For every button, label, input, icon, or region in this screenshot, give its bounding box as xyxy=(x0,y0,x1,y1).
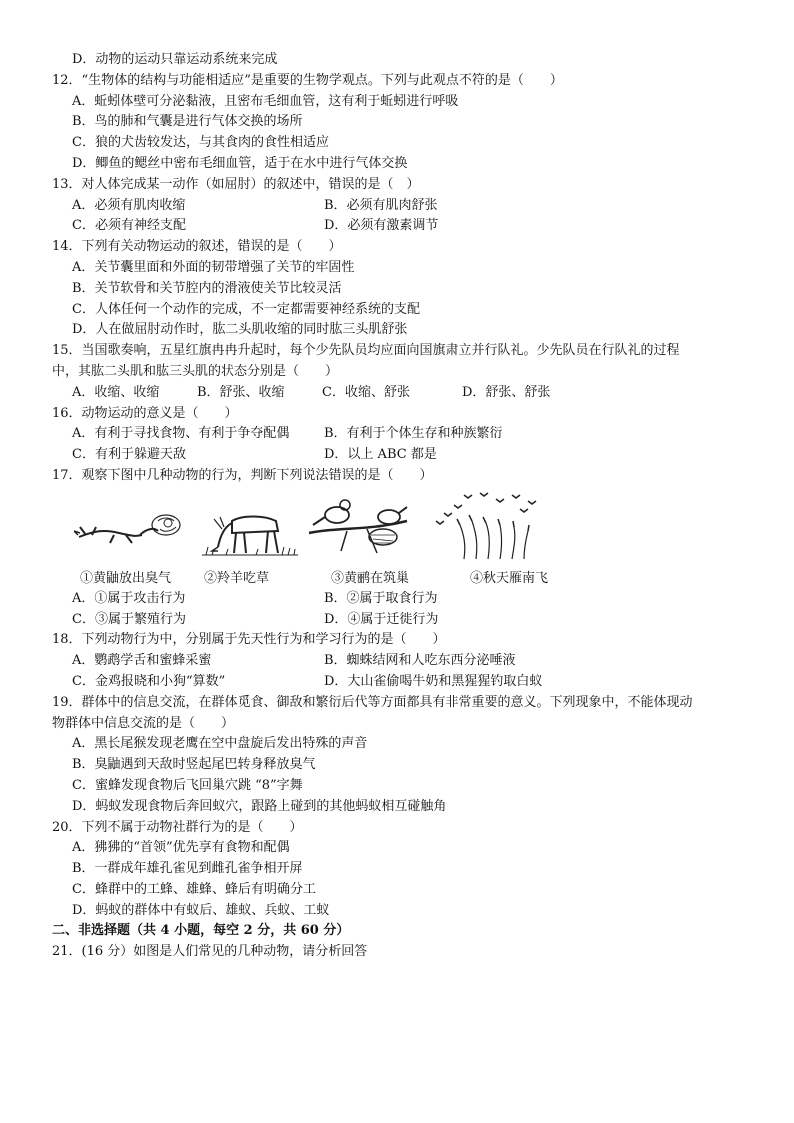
q17-option-a: A．①属于攻击行为 xyxy=(72,590,186,606)
weasel-spraying-illustration xyxy=(74,491,184,561)
q13-options-row2 xyxy=(52,216,752,237)
q16-stem: 16．动物运动的意义是（ ） xyxy=(52,405,238,421)
q14-option-b: B．关节软骨和关节腔内的滑液使关节比较灵活 xyxy=(72,280,342,296)
q15-option-c: C．收缩、舒张 xyxy=(322,384,410,400)
q15-stem-line2: 中，其肱二头肌和肱三头肌的状态分别是（ ） xyxy=(52,363,339,379)
q14-stem: 14．下列有关动物运动的叙述，错误的是（ ） xyxy=(52,239,342,255)
q13-option-a: A．必须有肌肉收缩 xyxy=(72,197,186,213)
q19-option-a: A．黑长尾猴发现老鹰在空中盘旋后发出特殊的声音 xyxy=(72,736,368,752)
q15-stem-line1: 15．当国歌奏响，五星红旗冉冉升起时，每个少先队员均应面向国旗肃立并行队礼。少先队员在行队礼的过程 xyxy=(52,343,680,359)
q16-option-c: C．有利于躲避天敌 xyxy=(72,447,186,463)
q12-option-b: B．鸟的肺和气囊是进行气体交换的场所 xyxy=(72,114,303,130)
q20-option-a: A．狒狒的“首领”优先享有食物和配偶 xyxy=(72,840,290,856)
q15-option-d: D．舒张、舒张 xyxy=(462,384,551,400)
q15-option-b: B．舒张、收缩 xyxy=(197,384,285,400)
q18-stem: 18．下列动物行为中，分别属于先天性行为和学习行为的是（ ） xyxy=(52,632,446,648)
q17-stem: 17．观察下图中几种动物的行为，判断下列说法错误的是（ ） xyxy=(52,467,433,483)
q16-options-row2 xyxy=(52,445,752,466)
q16-option-b: B．有利于个体生存和种族繁衍 xyxy=(324,426,503,442)
fig3-caption: ③黄鹂在筑巢 xyxy=(331,570,410,586)
fig1-caption: ①黄鼬放出臭气 xyxy=(80,570,172,586)
q12-option-c: C．狼的犬齿较发达，与其食肉的食性相适应 xyxy=(72,135,329,151)
q20-option-c: C．蜂群中的工蜂、雄蜂、蜂后有明确分工 xyxy=(72,881,316,897)
q18-option-c: C．金鸡报晓和小狗“算数” xyxy=(72,673,226,689)
q19-stem-line2: 物群体中信息交流的是（ ） xyxy=(52,715,235,731)
q12-stem: 12．“生物体的结构与功能相适应”是重要的生物学观点。下列与此观点不符的是（ ） xyxy=(52,72,563,88)
q16-option-d: D．以上 ABC 都是 xyxy=(324,447,437,463)
q14-option-c: C．人体任何一个动作的完成，不一定都需要神经系统的支配 xyxy=(72,301,420,317)
q18-option-d: D．大山雀偷喝牛奶和黑猩猩钓取白蚁 xyxy=(324,673,543,689)
q13-option-d: D．必须有激素调节 xyxy=(324,218,439,234)
q15-options xyxy=(52,383,752,404)
q18-options-row1 xyxy=(52,651,752,672)
q19-option-d: D．蚂蚁发现食物后奔回蚁穴，跟路上碰到的其他蚂蚁相互碰触角 xyxy=(72,798,447,814)
q14-option-a: A．关节囊里面和外面的韧带增强了关节的牢固性 xyxy=(72,259,355,275)
q20-option-d: D．蚂蚁的群体中有蚁后、雄蚁、兵蚁、工蚁 xyxy=(72,902,330,918)
antelope-grazing-illustration xyxy=(202,491,298,561)
orioles-nest-illustration xyxy=(307,491,411,561)
geese-flying-south-illustration xyxy=(424,491,544,561)
q13-stem: 13．对人体完成某一动作（如屈肘）的叙述中，错误的是（ ） xyxy=(52,176,420,192)
q21-stem: 21．(16 分）如图是人们常见的几种动物，请分析回答 xyxy=(52,944,368,960)
section-heading: 二、非选择题（共 4 小题，每空 2 分，共 60 分） xyxy=(52,923,350,939)
q18-option-b: B．蜘蛛结网和人吃东西分泌唾液 xyxy=(324,653,516,669)
q17-option-c: C．③属于繁殖行为 xyxy=(72,611,186,627)
q19-option-c: C．蜜蜂发现食物后飞回巢穴跳 “8”字舞 xyxy=(72,777,303,793)
q17-option-b: B．②属于取食行为 xyxy=(324,590,438,606)
q16-option-a: A．有利于寻找食物、有利于争夺配偶 xyxy=(72,426,290,442)
q17-options-row2 xyxy=(52,610,752,631)
q17-options-row1 xyxy=(52,589,752,610)
exam-page xyxy=(52,50,752,963)
q18-option-a: A．鹦鹉学舌和蜜蜂采蜜 xyxy=(72,653,212,669)
q13-option-c: C．必须有神经支配 xyxy=(72,218,186,234)
q12-option-a: A．蚯蚓体壁可分泌黏液，且密布毛细血管，这有利于蚯蚓进行呼吸 xyxy=(72,93,459,109)
q11-option-d: D．动物的运动只靠运动系统来完成 xyxy=(72,52,278,67)
q16-options-row1 xyxy=(52,424,752,445)
fig4-caption: ④秋天雁南飞 xyxy=(470,570,549,586)
q12-option-d: D．鲫鱼的鳃丝中密布毛细血管，适于在水中进行气体交换 xyxy=(72,155,408,171)
fig2-caption: ②羚羊吃草 xyxy=(204,570,270,586)
q19-stem-line1: 19．群体中的信息交流，在群体觅食、御敌和繁衍后代等方面都具有非常重要的意义。下列现象中，不能体现动 xyxy=(52,694,693,710)
q13-options-row1 xyxy=(52,196,752,217)
q14-option-d: D．人在做屈肘动作时，肱二头肌收缩的同时肱三头肌舒张 xyxy=(72,322,408,338)
q18-options-row2 xyxy=(52,672,752,693)
q19-option-b: B．臭鼬遇到天敌时竖起尾巴转身释放臭气 xyxy=(72,757,316,773)
q20-stem: 20．下列不属于动物社群行为的是（ ） xyxy=(52,819,303,835)
q20-option-b: B．一群成年雄孔雀见到雌孔雀争相开屏 xyxy=(72,861,303,877)
q17-option-d: D．④属于迁徙行为 xyxy=(324,611,439,627)
q13-option-b: B．必须有肌肉舒张 xyxy=(324,197,438,213)
q15-option-a: A．收缩、收缩 xyxy=(72,384,160,400)
q17-figure-strip xyxy=(52,491,752,587)
